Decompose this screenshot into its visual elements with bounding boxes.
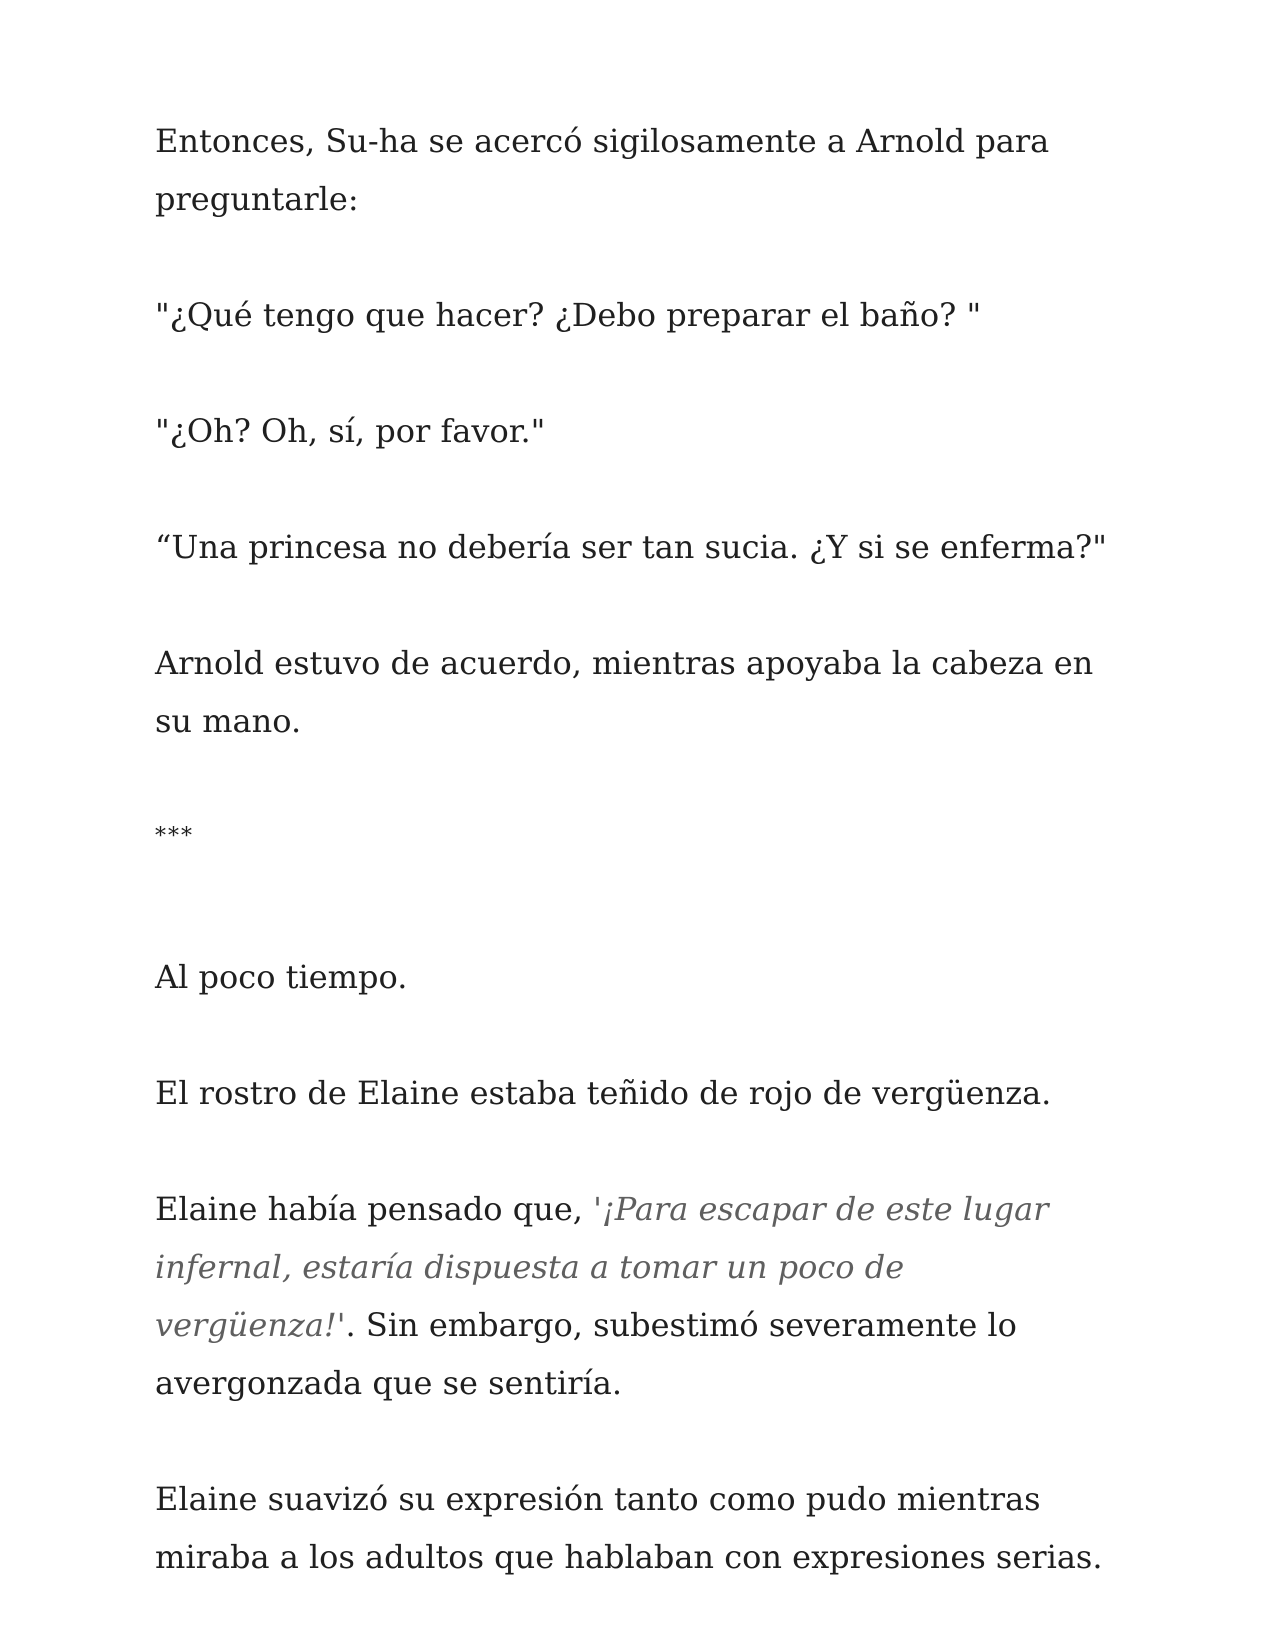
- paragraph-7: El rostro de Elaine estaba teñido de rojo de vergüenza.: [155, 1074, 1052, 1112]
- paragraph-1: Entonces, Su-ha se acercó sigilosamente a Arnold para preguntarle:: [155, 122, 1050, 218]
- story-text: [155, 112, 1115, 1644]
- paragraph-2-dialogue: "¿Qué tengo que hacer? ¿Debo preparar el baño? ": [155, 296, 982, 334]
- paragraph-8-tail: . Sin embargo, subestimó severamente lo avergonzada que se sentiría.: [155, 1306, 1017, 1402]
- inner-thought: '¡Para escapar de este lugar infernal, estaría dispuesta a tomar un poco de vergüenza!': [155, 1190, 1049, 1344]
- paragraph-8-lead: Elaine había pensado que,: [155, 1190, 594, 1228]
- paragraph-4-dialogue: “Una princesa no debería ser tan sucia. ¿Y si se enferma?": [155, 528, 1107, 566]
- paragraph-5: Arnold estuvo de acuerdo, mientras apoyaba la cabeza en su mano.: [155, 644, 1094, 740]
- paragraph-6: Al poco tiempo.: [155, 958, 408, 996]
- paragraph-3-dialogue: "¿Oh? Oh, sí, por favor.": [155, 412, 546, 450]
- scene-separator: ***: [155, 824, 194, 849]
- paragraph-8: [155, 1180, 1115, 1412]
- paragraph-9: Elaine suavizó su expresión tanto como pudo mientras miraba a los adultos que hablaban con expresiones serias.: [155, 1480, 1103, 1576]
